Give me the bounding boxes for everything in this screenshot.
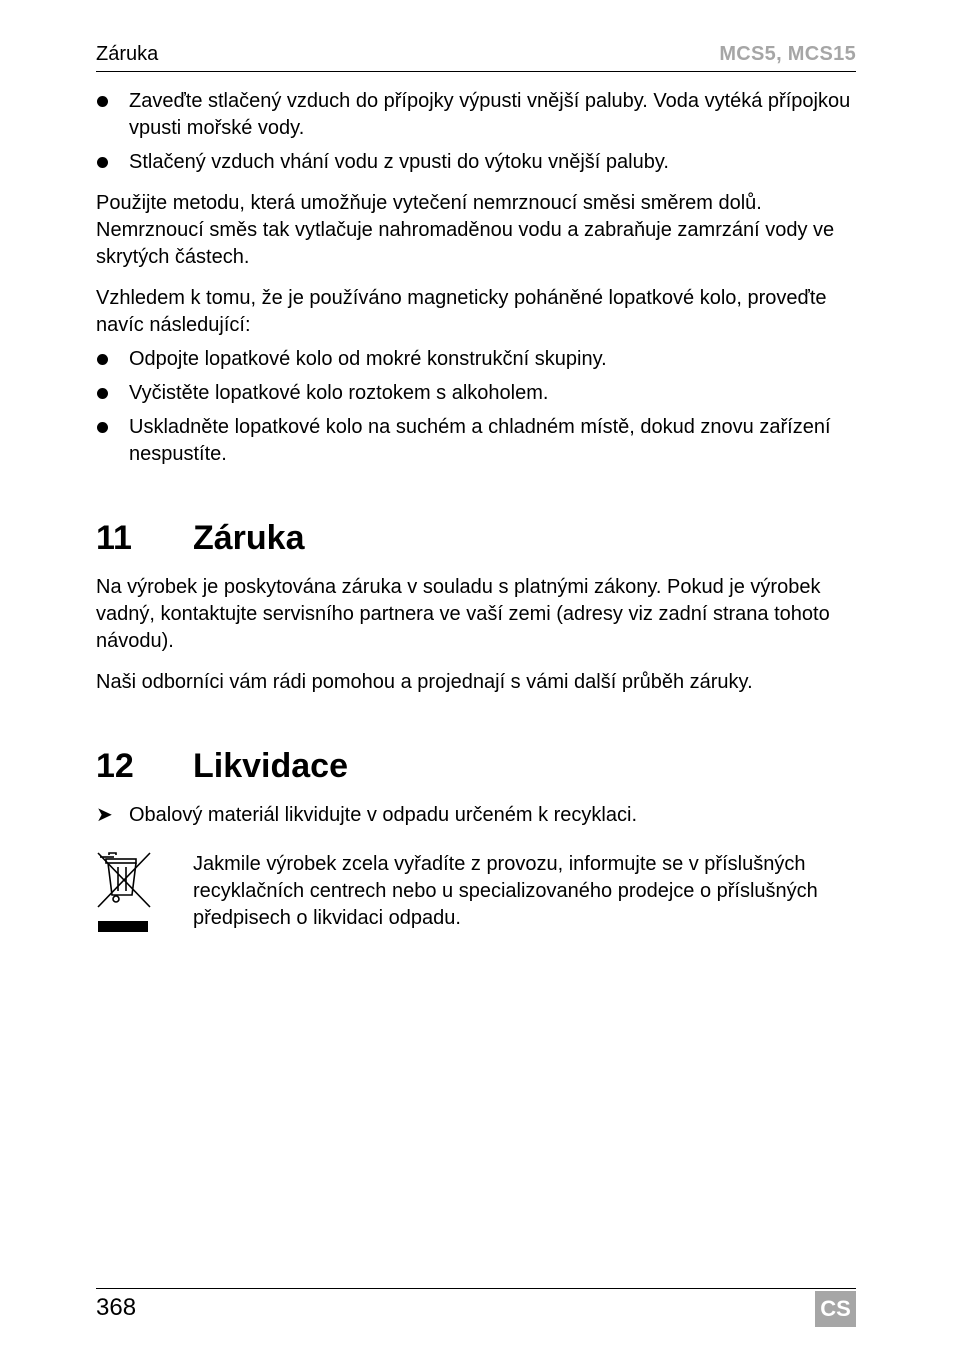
section-number: 12 [96,747,134,785]
list-item: Stlačený vzduch vhání vodu z vpusti do výtoku vnější paluby. [96,149,856,176]
section-heading-disposal [96,746,856,786]
running-header-section: Záruka [96,43,159,65]
arrow-icon: ➤ [96,804,113,826]
bullet-icon [97,388,108,399]
paragraph-warranty: Na výrobek je poskytována záruka v souladu s platnými zákony. Pokud je výrobek vadný, kontaktujte servisního partnera ve vaší zemi (adresy viz zadní strana tohoto návodu). [96,576,830,652]
bullet-icon [97,354,108,365]
bullet-icon [97,157,108,168]
bullet-icon [97,96,108,107]
page-content [96,88,856,941]
list-item: Vyčistěte lopatkové kolo roztokem s alkoholem. [96,380,856,407]
section-title: Záruka [193,519,305,557]
bullet-list-wheel [96,346,856,468]
section-number: 11 [96,519,132,557]
section-title: Likvidace [193,747,348,785]
disposal-text: Jakmile výrobek zcela vyřadíte z provozu, informujte se v příslušných recyklačních centrech nebo u specializovaného prodejce o příslušných předpisech o likvidaci odpadu. [193,853,818,929]
section-heading-warranty [96,518,856,558]
list-item: Uskladněte lopatkové kolo na suchém a chladném místě, dokud znovu zařízení nespustíte. [96,414,856,468]
footer-rule [96,1288,856,1289]
header-rule [96,71,856,72]
crossed-out-wheelie-bin-icon [96,851,152,935]
bullet-icon [97,422,108,433]
running-header-model: MCS5, MCS15 [719,43,856,65]
paragraph-experts: Naši odborníci vám rádi pomohou a projednají s vámi další průběh záruky. [96,671,753,693]
list-item: Zaveďte stlačený vzduch do přípojky výpusti vnější paluby. Voda vytéká přípojkou vpusti mořské vody. [96,88,856,142]
instruction-recycle-packaging: ➤ Obalový materiál likvidujte v odpadu určeném k recyklaci. [96,802,856,829]
paragraph-method: Použijte metodu, která umožňuje vytečení nemrznoucí směsi směrem dolů. Nemrznoucí směs tak vytlačuje nahromaděnou vodu a zabraňuje zamrzání vody ve skrytých částech. [96,192,835,268]
language-badge: CS [815,1291,856,1327]
disposal-note [96,851,856,941]
list-item: Odpojte lopatkové kolo od mokré konstrukční skupiny. [96,346,856,373]
paragraph-magnetic: Vzhledem k tomu, že je používáno magneticky poháněné lopatkové kolo, proveďte navíc následující: [96,287,827,336]
bullet-list-drain [96,88,856,176]
page-number: 368 [96,1294,137,1321]
